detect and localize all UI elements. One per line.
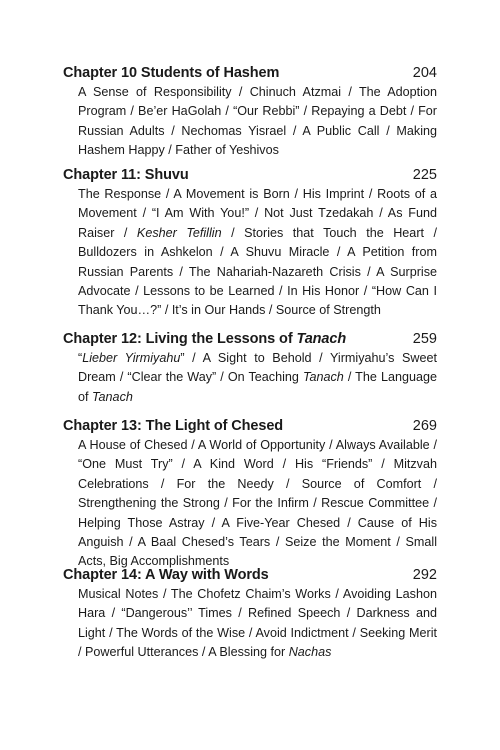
toc-entry <box>63 329 437 407</box>
topics-text: / Stories that Touch the Heart / Bulldozers in Ashkelon / A Shuvu Miracle / A Petition from Russian Parents / The Nahariah-Nazareth Crisis / A Surprise Advocate / Lessons to be Learned / In His Honor / “How Can I Thank You…?” / It’s in Our Hands / Source of Strength <box>78 225 438 318</box>
toc-entry <box>63 565 437 663</box>
topics-text: A House of Chesed / A World of Opportunity / Always Available / “One Must Try” / A Kind Word / His “Friends” / Mitzvah Celebrations / For the Needy / Source of Comfort / Strengthening the Strong / For the Infirm / Rescue Committee / Helping Those Astray / A Five-Year Chesed / Cause of His Anguish / A Baal Chesed’s Tears / Seize the Moment / Small Acts, Big Accomplishments <box>78 438 437 569</box>
toc-entry <box>63 416 437 572</box>
chapter-topics <box>78 436 437 572</box>
page-number: 259 <box>412 331 437 347</box>
chapter-title: Chapter 13: The Light of Chesed <box>63 418 284 434</box>
entry-header <box>63 565 437 585</box>
topics-italic: Kesher Tefillin <box>136 225 222 240</box>
entry-header <box>63 165 437 185</box>
topics-italic: Lieber Yirmiyahu <box>82 351 181 365</box>
topics-italic: Tanach <box>92 389 133 404</box>
topics-text: The Response / A Movement is Born / His Imprint / Roots of a Movement / “I Am With You!” / Not Just Tzedakah / As Fund Raiser / <box>78 187 437 240</box>
page-number: 292 <box>412 567 437 583</box>
chapter-topics <box>78 83 437 161</box>
entry-header <box>63 416 437 436</box>
page-number: 269 <box>412 418 437 434</box>
chapter-title: Chapter 14: A Way with Words <box>63 567 269 583</box>
chapter-title: Chapter 11: Shuvu <box>63 167 189 183</box>
toc-entry <box>63 165 437 321</box>
topics-text: / The Language of <box>78 370 437 404</box>
topics-text: Musical Notes / The Chofetz Chaim’s Works / Avoiding Lashon Hara / “Dangerous’’ Times / Refined Speech / Darkness and Light / The Words of the Wise / Avoid Indictment / Seeking Merit / Powerful Utterances / A Blessing for <box>78 587 437 660</box>
topics-text: A Sense of Responsibility / Chinuch Atzmai / The Adoption Program / Be’er HaGolah / “Our Rebbi” / Repaying a Debt / For Russian Adults / Nechomas Yisrael / A Public Call / Making Hashem Happy / Father of Yeshivos <box>78 85 437 158</box>
topics-italic: Tanach <box>302 370 344 385</box>
topics-text: “ <box>78 351 83 365</box>
topics-text: ” / A Sight to Behold / Yirmiyahu’s Sweet Dream / “Clear the Way” / On Teaching <box>78 351 437 385</box>
title-text: Chapter 12: Living the Lessons of <box>63 331 297 347</box>
entry-header <box>63 329 437 349</box>
entry-header <box>63 63 437 83</box>
chapter-topics <box>78 185 437 321</box>
page-number: 204 <box>412 65 437 81</box>
page-number: 225 <box>412 167 437 183</box>
chapter-topics <box>78 585 437 663</box>
topics-italic: Nachas <box>288 645 332 660</box>
chapter-topics <box>78 349 437 407</box>
toc-entry <box>63 63 437 161</box>
chapter-title: Chapter 10 Students of Hashem <box>63 65 280 81</box>
chapter-title <box>63 329 346 349</box>
title-italic: Tanach <box>296 331 347 347</box>
